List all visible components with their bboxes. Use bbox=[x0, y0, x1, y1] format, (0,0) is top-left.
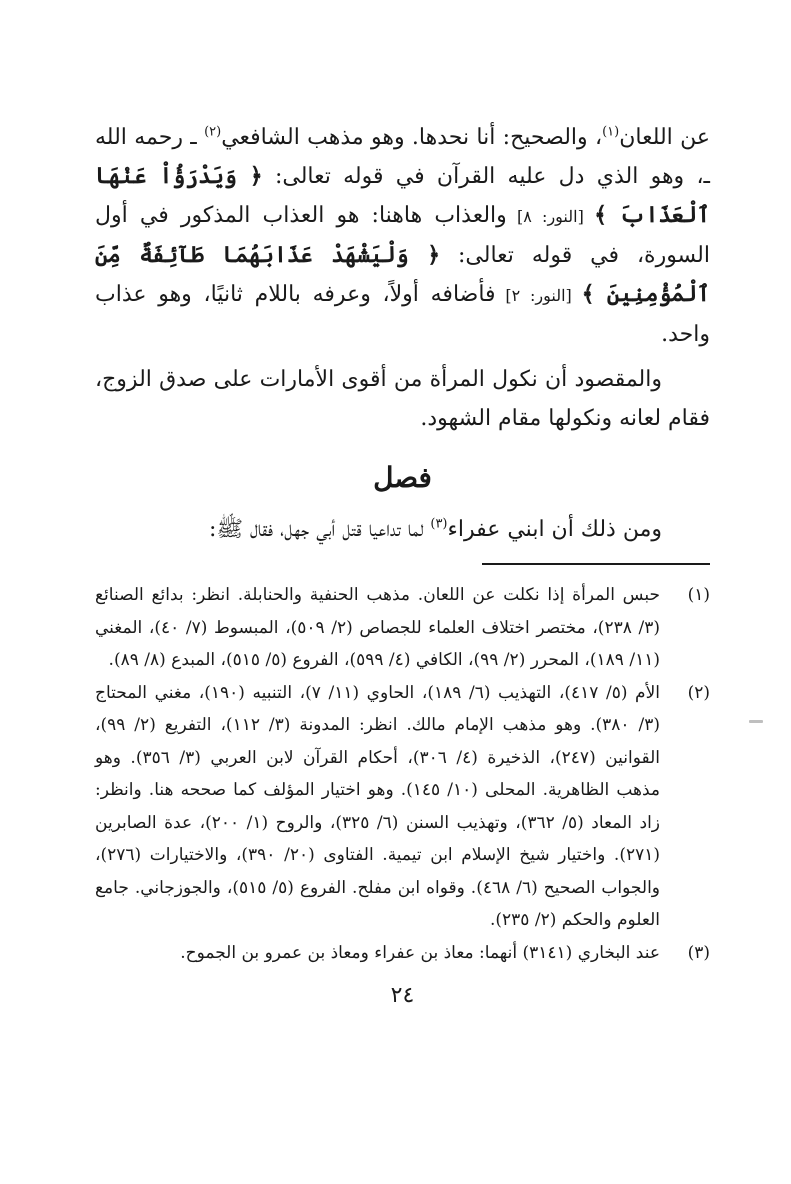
footnote-separator bbox=[482, 563, 710, 565]
page-number: ٢٤ bbox=[390, 983, 415, 1008]
quran-verse-1: ﴿ وَيَدْرَؤُاْ عَنْهَا ٱلْعَذَابَ ﴾ bbox=[95, 163, 710, 228]
footnote-3 bbox=[95, 937, 710, 970]
footnotes bbox=[95, 579, 710, 969]
paragraph-3 bbox=[95, 510, 710, 549]
text-run: ـ رحمه الله ـ، وهو الذي دل عليه القرآن في قوله تعالى: bbox=[95, 125, 710, 189]
footnote-1 bbox=[95, 579, 710, 677]
footnote-ref-1[interactable]: (١) bbox=[602, 124, 620, 140]
footnote-text: حبس المرأة إذا نكلت عن اللعان. مذهب الحنفية والحنابلة. انظر: بدائع الصنائع (٣/ ٢٣٨)، مختصر اختلاف العلماء للجصاص (٢/ ٥٠٩)، المبسوط (٧/ ٤٠)، المغني (١١/ ١٨٩)، المحرر (٢/ ٩٩)، الكافي (٤/ ٥٩٩)، الفروع (٥/ ٥١٥)، المبدع (٨/ ٨٩). bbox=[95, 585, 660, 670]
main-text bbox=[95, 118, 710, 549]
margin-mark bbox=[749, 720, 763, 723]
paragraph-2: والمقصود أن نكول المرأة من أقوى الأمارات على صدق الزوج، فقام لعانه ونكولها مقام الشهود. bbox=[95, 367, 710, 431]
section-heading: فصل bbox=[373, 461, 432, 494]
text-run: والعذاب هاهنا: هو العذاب المذكور في أول السورة، في قوله تعالى: bbox=[95, 203, 710, 268]
footnote-number: (٣) bbox=[687, 942, 710, 963]
footnote-2 bbox=[95, 677, 710, 937]
footnote-text: الأم (٥/ ٤١٧)، التهذيب (٦/ ١٨٩)، الحاوي (١١/ ٧)، التنبيه (١٩٠)، مغني المحتاج (٣/ ٣٨٠). وهو مذهب الإمام مالك. انظر: المدونة (٣/ ١١٢)، التفريع (٢/ ٩٩)، القوانين (٢٤٧)، الذخيرة (٤/ ٣٠٦)، أحكام القرآن لابن العربي (٣/ ٣٥٦). وهو مذهب الظاهرية. المحلى (١٠/ ١٤٥). وهو اختيار المؤلف كما صححه هنا. وانظر: زاد المعاد (٥/ ٣٦٢)، وتهذيب السنن (٦/ ٣٢٥)، والروح (١/ ٢٠٠)، عدة الصابرين (٢٧١). واختيار شيخ الإسلام ابن تيمية. الفتاوى (٢٠/ ٣٩٠)، والاختيارات (٢٧٦)، والجواب الصحيح (٦/ ٤٦٨). وقواه ابن مفلح. الفروع (٥/ ٥١٥)، والجوزجاني. جامع العلوم والحكم (٢/ ٢٣٥). bbox=[95, 682, 661, 930]
verse-reference-1: [النور: ٨] bbox=[506, 207, 595, 226]
text-run: ، والصحيح: أنا نحدها. وهو مذهب الشافعي bbox=[221, 125, 603, 150]
text-run: لما تداعيا قتل أبي جهل، فقال ﷺ: bbox=[209, 517, 431, 542]
footnote-text: عند البخاري (٣١٤١) أنهما: معاذ بن عفراء ومعاذ بن عمرو بن الجموح. bbox=[180, 942, 660, 963]
verse-reference-2: [النور: ٢] bbox=[495, 286, 582, 305]
footnote-ref-2[interactable]: (٢) bbox=[204, 124, 222, 140]
text-run: فأضافه أولاً، وعرفه باللام ثانيًا، وهو عذاب واحد. bbox=[95, 282, 710, 347]
paragraph-1 bbox=[95, 118, 710, 354]
text-run: عن اللعان bbox=[619, 125, 710, 150]
text-run: ومن ذلك أن ابني عفراء bbox=[447, 517, 662, 542]
page bbox=[95, 118, 710, 1008]
quran-verse-2: ﴿ وَلْيَشْهَدْ عَذَابَهُمَا طَآئِفَةٌ مِّنَ ٱلْمُؤْمِنِينَ ﴾ bbox=[95, 242, 711, 307]
footnote-number: (٢) bbox=[687, 682, 710, 703]
footnote-ref-3[interactable]: (٣) bbox=[430, 516, 448, 532]
footnote-number: (١) bbox=[687, 585, 710, 605]
